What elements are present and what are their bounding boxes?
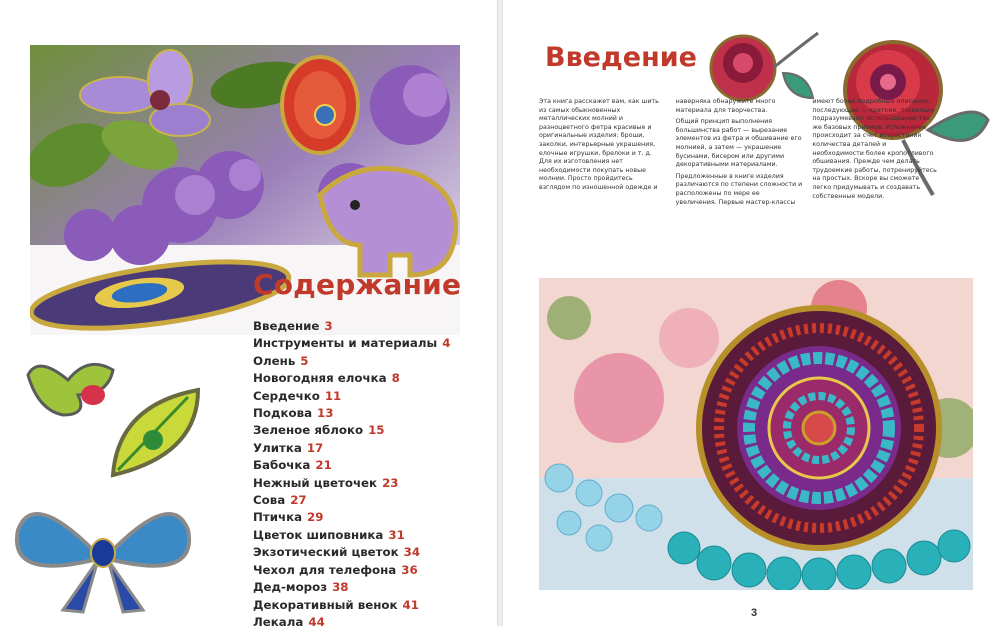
toc-item-label: Сердечко xyxy=(253,388,320,403)
toc-item xyxy=(253,509,493,526)
left-page xyxy=(0,0,497,626)
toc-item xyxy=(253,335,493,352)
toc-item xyxy=(253,597,493,614)
toc-item-label: Олень xyxy=(253,353,296,368)
page-number: 3 xyxy=(751,607,758,619)
toc-item-page: 41 xyxy=(402,597,419,612)
toc-item xyxy=(253,388,493,405)
photo-round-brooch xyxy=(539,278,973,590)
intro-title: Введение xyxy=(545,42,697,73)
toc-item-label: Чехол для телефона xyxy=(253,562,397,577)
toc-item-page: 21 xyxy=(315,458,332,473)
toc-item-label: Птичка xyxy=(253,510,303,525)
toc-item-page: 36 xyxy=(401,562,418,577)
toc-item-page: 5 xyxy=(300,353,309,368)
toc-item-page: 17 xyxy=(306,440,324,455)
intro-paragraph-1: Эта книга расскажет вам, как шить из самых обыкновенных металлических молний и разноцветного фетра красивые и оригинальные изделия: броши, заколки, интерьерные украшения, елочные игрушки, брелоки и т. д. Для их изготовления нет необходимости покупать новые молнии. Просто пройдитесь взглядом по изношенной одежде и наверняка обнаружите много материала для творчества. xyxy=(539,98,776,191)
toc-item-page: 11 xyxy=(324,388,342,403)
toc-item-label: Введение xyxy=(253,319,320,333)
toc-item-label: Лекала xyxy=(253,614,304,626)
toc-item-page: 3 xyxy=(324,319,333,333)
toc-item-label: Дед-мороз xyxy=(253,580,328,595)
toc-item-label: Инструменты и материалы xyxy=(253,336,438,351)
toc-item-label: Нежный цветочек xyxy=(253,475,378,490)
toc-item-label: Бабочка xyxy=(253,458,311,473)
toc-item-page: 8 xyxy=(391,371,400,386)
toc-item xyxy=(253,527,493,544)
toc-item-label: Улитка xyxy=(253,440,302,455)
toc-item xyxy=(253,614,493,626)
toc-item xyxy=(253,353,493,370)
toc-item xyxy=(253,370,493,387)
toc-item-page: 15 xyxy=(368,423,385,438)
right-page xyxy=(503,0,1000,626)
toc-item xyxy=(253,544,493,561)
table-of-contents xyxy=(253,318,493,626)
brooches-illustration xyxy=(8,355,238,615)
toc-item xyxy=(253,318,493,335)
toc-item-label: Сова xyxy=(253,493,286,508)
toc-item-label: Зеленое яблоко xyxy=(253,423,364,438)
toc-item-label: Подкова xyxy=(253,406,313,421)
toc-item xyxy=(253,405,493,422)
toc-item-page: 13 xyxy=(317,406,334,421)
toc-item-label: Цветок шиповника xyxy=(253,527,384,542)
toc-item xyxy=(253,579,493,596)
toc-title: Содержание xyxy=(253,268,462,301)
toc-item-page: 31 xyxy=(388,527,405,542)
toc-item-page: 27 xyxy=(290,493,307,508)
toc-item-label: Новогодняя елочка xyxy=(253,371,387,386)
toc-item xyxy=(253,422,493,439)
toc-item-page: 29 xyxy=(307,510,324,525)
toc-item-label: Декоративный венок xyxy=(253,597,398,612)
intro-paragraph-2: Общий принцип выполнения большинства работ — вырезание элементов из фетра и обшивание его молнией, а затем — украшение бусинами, бисером или другими декоративными материалами. xyxy=(675,118,802,169)
toc-item xyxy=(253,440,493,457)
toc-item xyxy=(253,475,493,492)
toc-item xyxy=(253,457,493,474)
toc-item-page: 4 xyxy=(442,336,451,351)
toc-item xyxy=(253,492,493,509)
toc-item-label: Экзотический цветок xyxy=(253,545,399,560)
intro-text xyxy=(539,98,939,280)
intro-paragraph-3: Предложенные в книге изделия различаются по степени сложности и расположены по мере ее увеличения. Первые мастер-классы имеют более подробные описания, последующие — краткие, поскольку подразумевают использование тех же базовых приемов. Усложнение происходит за счет возрастания количества деталей и необходимости более кропотливого обшивания. Прежде чем делать трудоемкие работы, потренируйтесь на простых. Вскоре вы сможете легко придумывать и создавать собственные модели. xyxy=(675,98,937,206)
toc-item xyxy=(253,562,493,579)
toc-item-page: 44 xyxy=(308,614,325,626)
toc-item-page: 23 xyxy=(382,475,399,490)
toc-item-page: 38 xyxy=(332,580,349,595)
toc-item-page: 34 xyxy=(403,545,421,560)
